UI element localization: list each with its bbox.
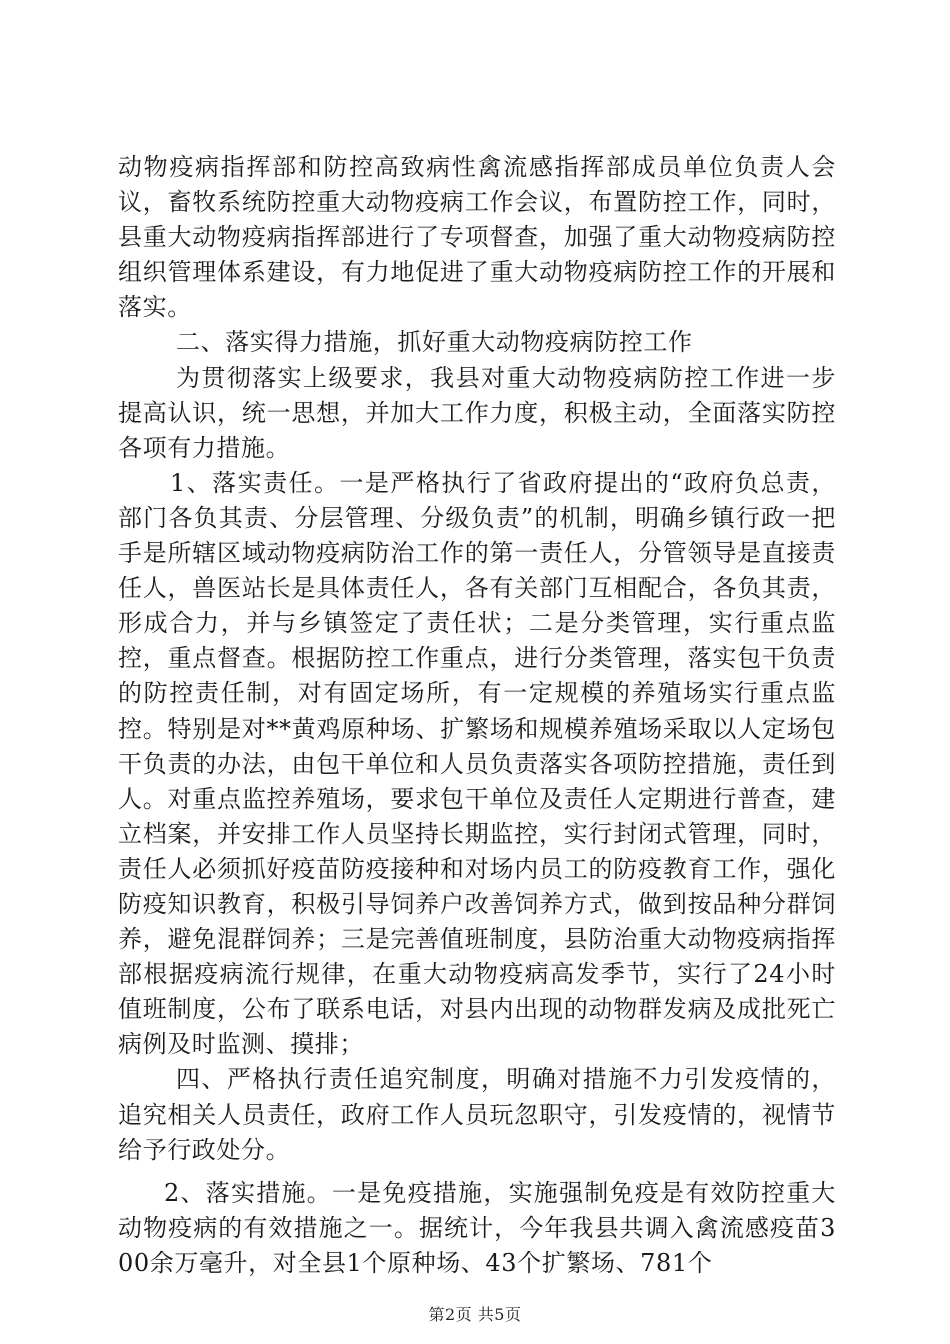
paragraph-item-2: 2、落实措施。一是免疫措施，实施强制免疫是有效防控重大动物疫病的有效措施之一。据统计，今年我县共调入禽流感疫苗300余万毫升，对全县1个原种场、43个扩繁场、781个 [118,1178,836,1277]
section-heading-2: 二、落实得力措施，抓好重大动物疫病防控工作 [176,328,693,357]
paragraph-continued: 动物疫病指挥部和防控高致病性禽流感指挥部成员单位负责人会议，畜牧系统防控重大动物疫病工作会议，布置防控工作，同时，县重大动物疫病指挥部进行了专项督查，加强了重大动物疫病防控组织管理体系建设，有力地促进了重大动物疫病防控工作的开展和落实。 [118,153,836,322]
document-body [118,150,836,1281]
page-number-label: 第2页 共5页 [428,1305,522,1324]
page-footer [0,1302,950,1325]
paragraph-item-1: 1、落实责任。一是严格执行了省政府提出的“政府负总责，部门各负其责、分层管理、分级负责”的机制，明确乡镇行政一把手是所辖区域动物疫病防治工作的第一责任人，分管领导是直接责任人，兽医站长是具体责任人，各有关部门互相配合，各负其责，形成合力，并与乡镇签定了责任状；二是分类管理，实行重点监控，重点督查。根据防控工作重点，进行分类管理，落实包干负责的防控责任制，对有固定场所，有一定规模的养殖场实行重点监控。特别是对**黄鸡原种场、扩繁场和规模养殖场采取以人定场包干负责的办法，由包干单位和人员负责落实各项防控措施，责任到人。对重点监控养殖场，要求包干单位及责任人定期进行普查，建立档案，并安排工作人员坚持长期监控，实行封闭式管理，同时，责任人必须抓好疫苗防疫接种和对场内员工的防疫教育工作，强化防疫知识教育，积极引导饲养户改善饲养方式，做到按品种分群饲养，避免混群饲养；三是完善值班制度，县防治重大动物疫病指挥部根据疫病流行规律，在重大动物疫病高发季节，实行了24小时值班制度，公布了联系电话，对县内出现的动物群发病及成批死亡病例及时监测、摸排； [118,468,836,1059]
paragraph-item-4: 四、严格执行责任追究制度，明确对措施不力引发疫情的，追究相关人员责任，政府工作人员玩忽职守，引发疫情的，视情节给予行政处分。 [118,1065,836,1164]
paragraph-intro: 为贯彻落实上级要求，我县对重大动物疫病防控工作进一步提高认识，统一思想，并加大工作力度，积极主动，全面落实防控各项有力措施。 [118,363,836,462]
